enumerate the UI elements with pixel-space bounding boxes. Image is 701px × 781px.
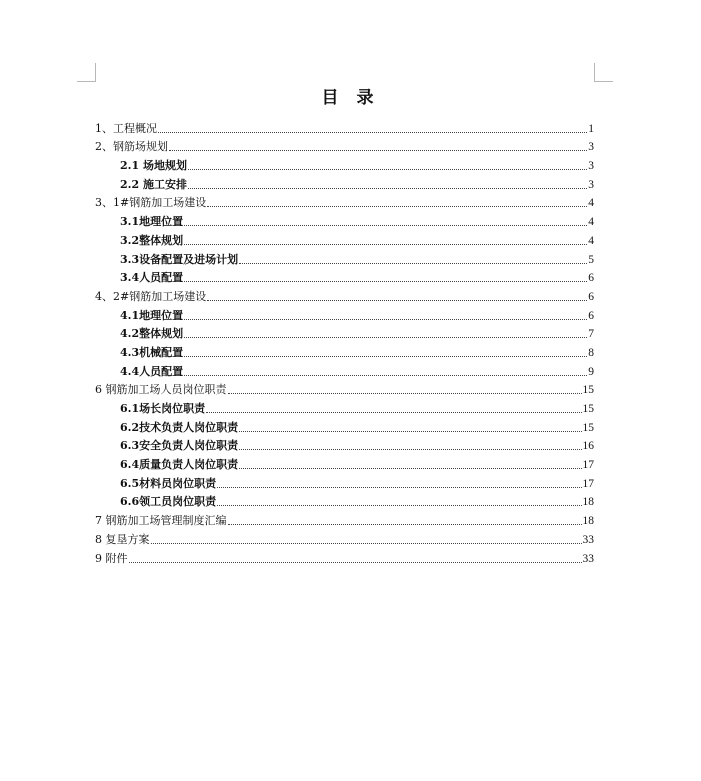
- toc-entry-label: 6.5材料员岗位职责: [120, 476, 217, 490]
- toc-entry[interactable]: [95, 379, 594, 398]
- table-of-contents: [95, 117, 594, 566]
- toc-dot-leader: [228, 393, 582, 394]
- toc-entry-page-number: 6: [588, 290, 594, 303]
- toc-dot-leader: [217, 505, 581, 506]
- toc-entry-page-number: 15: [582, 421, 594, 434]
- toc-entry-page-number: 9: [588, 365, 594, 378]
- toc-entry-page-number: 16: [582, 440, 594, 453]
- toc-title: 目 录: [321, 88, 380, 108]
- toc-entry-page-number: 1: [588, 122, 594, 135]
- toc-entry-label: 1、工程概况: [95, 121, 157, 135]
- toc-entry[interactable]: [95, 323, 594, 342]
- toc-entry[interactable]: [95, 136, 594, 155]
- toc-entry-label: 3.4人员配置: [120, 271, 184, 285]
- toc-entry-label: 6.4质量负责人岗位职责: [120, 458, 239, 472]
- toc-dot-leader: [228, 524, 582, 525]
- toc-entry[interactable]: [95, 341, 594, 360]
- toc-entry-label: 8 复垦方案: [95, 532, 150, 546]
- toc-dot-leader: [206, 412, 581, 413]
- toc-dot-leader: [207, 300, 587, 301]
- toc-entry-label: 2、钢筋场规划: [95, 140, 168, 154]
- toc-dot-leader: [158, 132, 587, 133]
- toc-entry-label: 3.1地理位置: [120, 215, 184, 229]
- toc-entry[interactable]: [95, 229, 594, 248]
- toc-entry-label: 6.6领工员岗位职责: [120, 495, 217, 509]
- toc-entry-label: 6.3安全负责人岗位职责: [120, 439, 239, 453]
- toc-entry-page-number: 3: [588, 178, 594, 191]
- toc-entry-label: 4.3机械配置: [120, 345, 184, 359]
- toc-entry-page-number: 5: [588, 253, 594, 266]
- toc-entry[interactable]: [95, 491, 594, 510]
- toc-dot-leader: [239, 468, 581, 469]
- toc-entry[interactable]: [95, 267, 594, 286]
- toc-dot-leader: [207, 206, 587, 207]
- toc-dot-leader: [188, 188, 587, 189]
- toc-entry[interactable]: [95, 154, 594, 173]
- toc-dot-leader: [151, 543, 582, 544]
- page-corner-mark-top-right: [594, 63, 613, 82]
- toc-entry[interactable]: [95, 173, 594, 192]
- toc-dot-leader: [184, 281, 587, 282]
- toc-entry[interactable]: [95, 304, 594, 323]
- toc-entry-label: 7 钢筋加工场管理制度汇编: [95, 514, 227, 528]
- toc-entry-page-number: 4: [588, 197, 594, 210]
- toc-dot-leader: [184, 244, 587, 245]
- toc-entry[interactable]: [95, 416, 594, 435]
- toc-entry-page-number: 6: [588, 272, 594, 285]
- toc-entry-label: 4.4人员配置: [120, 364, 184, 378]
- toc-entry-page-number: 4: [588, 216, 594, 229]
- toc-entry-page-number: 33: [582, 533, 594, 546]
- toc-entry-label: 3.3设备配置及进场计划: [120, 252, 239, 266]
- toc-entry[interactable]: [95, 472, 594, 491]
- toc-entry[interactable]: [95, 453, 594, 472]
- toc-entry-label: 6.2技术负责人岗位职责: [120, 420, 239, 434]
- toc-entry[interactable]: [95, 397, 594, 416]
- toc-entry-page-number: 3: [588, 160, 594, 173]
- toc-entry-page-number: 18: [582, 496, 594, 509]
- toc-entry-page-number: 18: [582, 515, 594, 528]
- toc-entry-page-number: 6: [588, 309, 594, 322]
- toc-dot-leader: [184, 356, 587, 357]
- toc-entry[interactable]: [95, 192, 594, 211]
- toc-dot-leader: [169, 150, 587, 151]
- toc-entry-label: 4、2#钢筋加工场建设: [95, 289, 207, 303]
- toc-entry-page-number: 17: [582, 459, 594, 472]
- toc-dot-leader: [239, 431, 581, 432]
- toc-entry[interactable]: [95, 509, 594, 528]
- toc-dot-leader: [239, 263, 587, 264]
- toc-dot-leader: [184, 319, 587, 320]
- toc-entry-label: 3、1#钢筋加工场建设: [95, 196, 207, 210]
- toc-dot-leader: [184, 337, 587, 338]
- toc-entry-page-number: 3: [588, 141, 594, 154]
- toc-dot-leader: [188, 169, 587, 170]
- toc-entry-label: 4.2整体规划: [120, 327, 184, 341]
- toc-entry[interactable]: [95, 360, 594, 379]
- toc-entry-page-number: 33: [582, 552, 594, 565]
- toc-entry[interactable]: [95, 528, 594, 547]
- toc-entry-label: 9 附件: [95, 551, 128, 565]
- toc-entry-label: 6 钢筋加工场人员岗位职责: [95, 383, 227, 397]
- toc-entry-page-number: 15: [582, 403, 594, 415]
- toc-entry-page-number: 4: [588, 234, 594, 247]
- toc-entry-label: 4.1地理位置: [120, 308, 184, 322]
- toc-entry-label: 6.1场长岗位职责: [120, 402, 206, 415]
- toc-dot-leader: [239, 449, 581, 450]
- toc-dot-leader: [217, 487, 581, 488]
- toc-entry-label: 3.2整体规划: [120, 233, 184, 247]
- toc-entry[interactable]: [95, 285, 594, 304]
- toc-dot-leader: [129, 562, 582, 563]
- toc-entry[interactable]: [95, 117, 594, 136]
- toc-entry[interactable]: [95, 248, 594, 267]
- toc-dot-leader: [184, 225, 587, 226]
- toc-entry-page-number: 17: [582, 477, 594, 490]
- page-corner-mark-top-left: [77, 63, 96, 82]
- toc-entry[interactable]: [95, 547, 594, 566]
- toc-dot-leader: [184, 375, 587, 376]
- toc-entry-page-number: 8: [588, 346, 594, 359]
- toc-entry-label: 2.1 场地规划: [120, 159, 187, 173]
- toc-entry-label: 2.2 施工安排: [120, 177, 187, 191]
- toc-entry-page-number: 7: [588, 328, 594, 341]
- toc-entry[interactable]: [95, 435, 594, 454]
- toc-entry-page-number: 15: [582, 384, 594, 397]
- toc-entry[interactable]: [95, 210, 594, 229]
